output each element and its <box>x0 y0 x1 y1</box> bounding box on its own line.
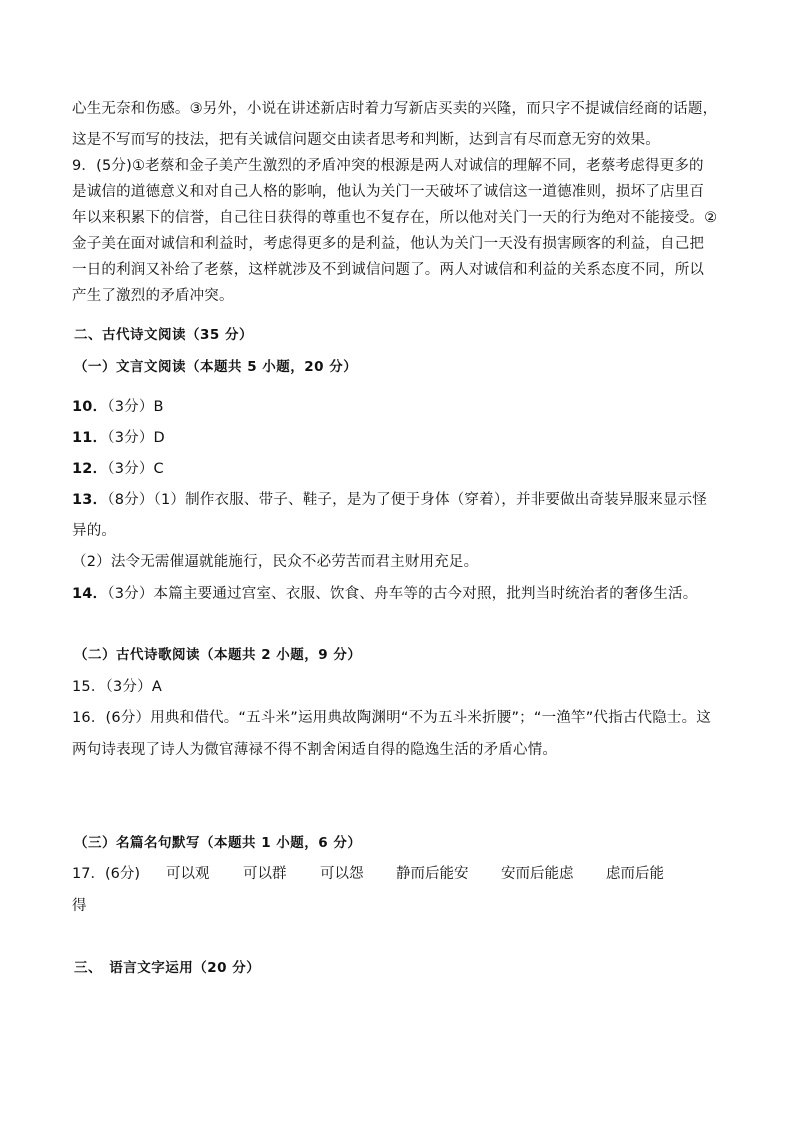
answer-16-line: 16．(6分）用典和借代。“五斗米”运用典故陶渊明“不为五斗米折腰”；“一渔竿”代指古代隐士。这 <box>72 710 712 726</box>
answer-10 <box>72 397 164 417</box>
section-heading: 二、古代诗文阅读（35 分） <box>74 327 253 343</box>
question-number: 12． <box>72 461 108 477</box>
answer-text: （3分）D <box>107 430 165 446</box>
question-number: 10． <box>72 399 108 415</box>
answer-9-line: 9．(5分)①老蔡和金子美产生激烈的矛盾冲突的根源是两人对诚信的理解不同，老蔡考虑得更多的 <box>72 158 704 174</box>
fill-blank-answer: 可以怨 <box>320 866 364 882</box>
answer-text: （3分）本篇主要通过宫室、衣服、饮食、舟车等的古今对照，批判当时统治者的奢侈生活。 <box>107 586 698 602</box>
answer-9-line: 年以来积累下的信誉，自己往日获得的尊重也不复存在，所以他对关门一天的行为绝对不能接受。② <box>72 210 718 226</box>
answer-13-line: 异的。 <box>72 523 117 539</box>
paragraph-line: 这是不写而写的技法，把有关诚信问题交由读者思考和判断，达到言有尽而意无穷的效果。 <box>72 132 660 148</box>
answer-17 <box>72 862 732 884</box>
answer-16-line: 两句诗表现了诗人为微官薄禄不得不割舍闲适自得的隐逸生活的矛盾心情。 <box>72 742 558 758</box>
subsection-heading: （三）名篇名句默写（本题共 1 小题，6 分） <box>74 835 362 851</box>
answer-15: 15．（3分）A <box>72 679 162 695</box>
answer-9-line: 产生了激烈的矛盾冲突。 <box>72 288 234 304</box>
answer-12 <box>72 459 164 479</box>
section-heading: 三、 语言文字运用（20 分） <box>74 960 261 976</box>
paragraph-line: 心生无奈和伤感。③另外，小说在讲述新店时着力写新店买卖的兴隆，而只字不提诚信经商的话题， <box>72 101 718 117</box>
document-page <box>72 0 732 1123</box>
answer-13 <box>72 490 707 510</box>
question-number: 11． <box>72 430 108 446</box>
subsection-heading: （一）文言文阅读（本题共 5 小题，20 分） <box>74 359 358 375</box>
answer-text: （3分）C <box>107 461 164 477</box>
answer-17-wrap: 得 <box>72 898 87 914</box>
answer-9-line: 金子美在面对诚信和利益时，考虑得更多的是利益，他认为关门一天没有损害顾客的利益，自己把 <box>72 236 705 252</box>
question-label: 17．(6分) <box>72 866 140 882</box>
answer-9-line: 一日的利润又补给了老蔡，这样就涉及不到诚信问题了。两人对诚信和利益的关系态度不同，所以 <box>72 262 705 278</box>
question-number: 14． <box>72 586 108 602</box>
fill-blank-answer: 虑而后能 <box>606 866 664 882</box>
answer-text: （8分）（1）制作衣服、带子、鞋子，是为了便于身体（穿着），并非要做出奇装异服来显示怪 <box>107 492 708 508</box>
answer-11 <box>72 428 165 448</box>
answer-9-line: 是诚信的道德意义和对自己人格的影响，他认为关门一天破坏了诚信这一道德准则，损坏了店里百 <box>72 184 705 200</box>
fill-blank-answer: 静而后能安 <box>396 866 469 882</box>
answer-13-line: （2）法令无需催逼就能施行，民众不必劳苦而君主财用充足。 <box>72 554 479 570</box>
fill-blank-answer: 可以观 <box>166 866 210 882</box>
question-number: 13． <box>72 492 108 508</box>
fill-blank-answer: 安而后能虑 <box>501 866 574 882</box>
answer-text: （3分）B <box>107 399 164 415</box>
subsection-heading: （二）古代诗歌阅读（本题共 2 小题，9 分） <box>74 647 362 663</box>
answer-14 <box>72 584 697 604</box>
fill-blank-answer: 可以群 <box>243 866 287 882</box>
